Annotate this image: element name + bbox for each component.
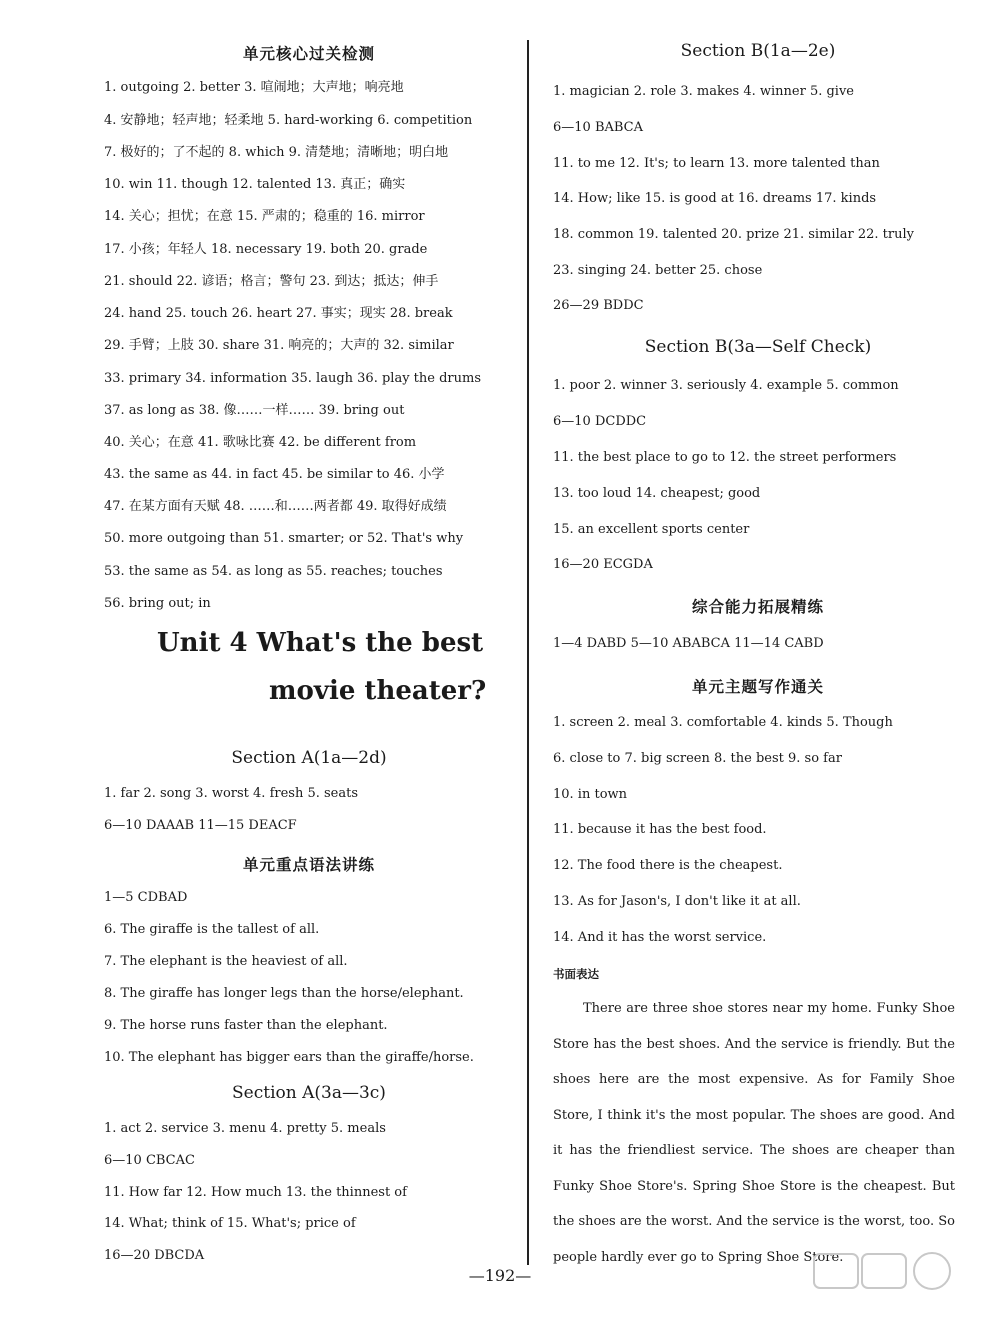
answer-line: 1. far 2. song 3. worst 4. fresh 5. seats [104, 786, 359, 801]
answer-line: 40. 关心；在意 41. 歌咏比赛 42. be different from [104, 435, 417, 450]
answer-line: 23. singing 24. better 25. chose [553, 263, 763, 278]
answer-line: 13. too loud 14. cheapest; good [553, 486, 761, 501]
answer-line: 1. outgoing 2. better 3. 喧闹地；大声地；响亮地 [104, 80, 404, 95]
heading-section-a-3a-3c: Section A(3a—3c) [232, 1083, 386, 1103]
answer-line: 33. primary 34. information 35. laugh 36. play the drums [104, 371, 482, 386]
answer-line: 6—10 DAAAB 11—15 DEACF [104, 818, 297, 833]
answer-line: 16—20 ECGDA [553, 557, 653, 572]
answer-line: 7. 极好的；了不起的 8. which 9. 清楚地；清晰地；明白地 [104, 145, 449, 160]
answer-line: 17. 小孩；年轻人 18. necessary 19. both 20. grade [104, 242, 428, 257]
heading-section-b-1a-2e: Section B(1a—2e) [680, 41, 836, 61]
watermark-circle [914, 1253, 950, 1289]
answer-line: 14. And it has the worst service. [553, 930, 767, 945]
answer-line: 1. magician 2. role 3. makes 4. winner 5. give [553, 84, 854, 99]
heading-section-a-1a-2d: Section A(1a—2d) [231, 748, 387, 768]
answer-line: 29. 手臂；上肢 30. share 31. 响亮的；大声的 32. similar [104, 338, 454, 353]
answer-line: 1—5 CDBAD [104, 890, 188, 905]
answer-line: 1—4 DABD 5—10 ABABCA 11—14 CABD [553, 636, 824, 651]
answer-line: 14. 关心；担忧；在意 15. 严肃的；稳重的 16. mirror [104, 209, 425, 224]
writing-paragraph: There are three shoe stores near my home. Funky Shoe Store has the best shoes. And the service is friendly. But the shoes here are the most expensive. As for Family Shoe Store, I think it's the most popular. The shoes are good. And it has the friendliest service. The shoes are cheaper than Funky Shoe Store's. Spring Shoe Store is the cheapest. But the shoes are the worst. And the service is the worst, too. So people hardly ever go to Spring Shoe Store. [553, 1001, 955, 1265]
answer-line: 8. The giraffe has longer legs than the horse/elephant. [104, 986, 464, 1001]
answer-line: 21. should 22. 谚语；格言；警句 23. 到达；抵达；伸手 [104, 274, 439, 289]
heading-comprehensive-practice: 综合能力拓展精练 [691, 598, 824, 616]
answer-line: 11. the best place to go to 12. the street performers [553, 450, 897, 465]
answer-line: 37. as long as 38. 像……一样…… 39. bring out [104, 403, 405, 418]
writing-label: 书面表达 [553, 967, 599, 981]
page-number: —192— [468, 1266, 532, 1285]
answer-line: 4. 安静地；轻声地；轻柔地 5. hard-working 6. competition [104, 113, 473, 128]
answer-line: 11. to me 12. It's; to learn 13. more talented than [553, 156, 880, 171]
answer-line: 15. an excellent sports center [553, 522, 750, 537]
answer-line: 50. more outgoing than 51. smarter; or 52. That's why [104, 531, 464, 546]
heading-section-b-3a-self-check: Section B(3a—Self Check) [644, 337, 872, 357]
watermark-box-2 [862, 1254, 906, 1288]
answer-line: 1. poor 2. winner 3. seriously 4. example 5. common [553, 378, 899, 393]
answer-line: 24. hand 25. touch 26. heart 27. 事实；现实 28. break [104, 306, 453, 321]
answer-line: 6—10 DCDDC [553, 414, 647, 429]
unit-title-line2: movie theater? [269, 676, 487, 706]
watermark-logo [800, 1250, 970, 1316]
unit-title-line1: Unit 4 What's the best [157, 628, 484, 658]
answer-line: 18. common 19. talented 20. prize 21. similar 22. truly [553, 227, 914, 242]
answer-line: 7. The elephant is the heaviest of all. [104, 954, 348, 969]
answer-line: 6. The giraffe is the tallest of all. [104, 922, 320, 937]
answer-line: 56. bring out; in [104, 596, 211, 611]
answer-line: 13. As for Jason's, I don't like it at all. [553, 894, 801, 909]
answer-line: 53. the same as 54. as long as 55. reaches; touches [104, 564, 443, 579]
answer-line: 11. How far 12. How much 13. the thinnest of [104, 1185, 407, 1200]
watermark-box-1 [814, 1254, 858, 1288]
answer-line: 10. The elephant has bigger ears than the giraffe/horse. [104, 1050, 474, 1065]
answer-line: 12. The food there is the cheapest. [553, 858, 783, 873]
column-divider [527, 40, 529, 1265]
heading-grammar-practice: 单元重点语法讲练 [242, 856, 375, 874]
answer-line: 6—10 CBCAC [104, 1153, 195, 1168]
answer-line: 14. How; like 15. is good at 16. dreams 17. kinds [553, 191, 877, 206]
answer-line: 9. The horse runs faster than the elephant. [104, 1018, 388, 1033]
answer-line: 14. What; think of 15. What's; price of [104, 1216, 356, 1231]
heading-unit-core-check: 单元核心过关检测 [242, 45, 375, 63]
answer-line: 1. screen 2. meal 3. comfortable 4. kinds 5. Though [553, 715, 893, 730]
answer-line: 11. because it has the best food. [553, 822, 767, 837]
answer-line: 10. win 11. though 12. talented 13. 真正；确实 [104, 177, 406, 192]
answer-line: 16—20 DBCDA [104, 1248, 205, 1263]
answer-line: 26—29 BDDC [553, 298, 644, 313]
answer-line: 6. close to 7. big screen 8. the best 9. so far [553, 751, 842, 766]
answer-line: 10. in town [553, 787, 628, 802]
answer-line: 43. the same as 44. in fact 45. be similar to 46. 小学 [104, 467, 445, 482]
answer-line: 47. 在某方面有天赋 48. ……和……两者都 49. 取得好成绩 [104, 499, 447, 514]
heading-writing-practice: 单元主题写作通关 [691, 678, 824, 696]
answer-line: 6—10 BABCA [553, 120, 644, 135]
answer-line: 1. act 2. service 3. menu 4. pretty 5. meals [104, 1121, 386, 1136]
